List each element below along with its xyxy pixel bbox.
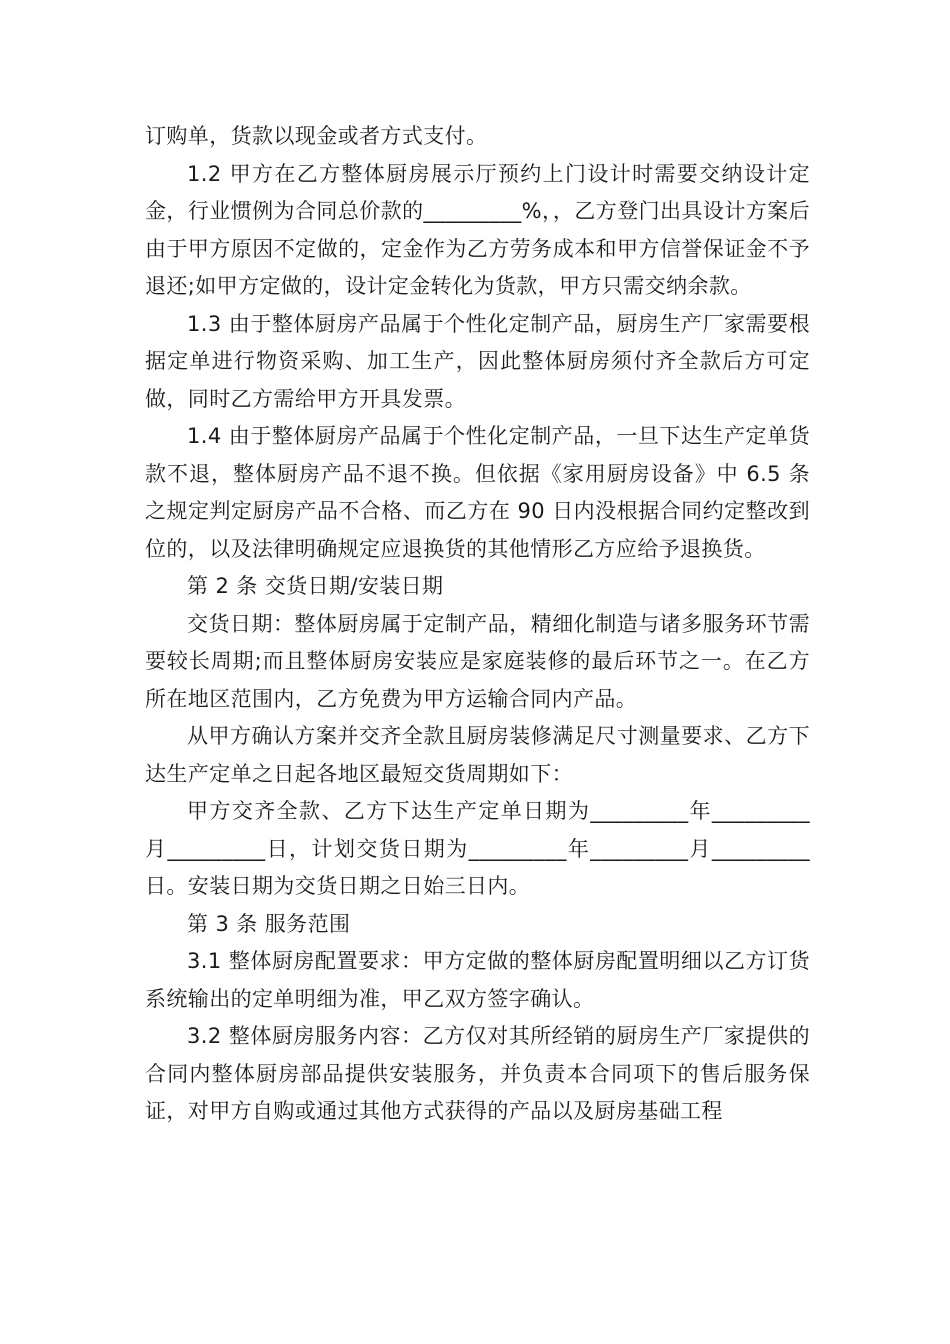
- section-heading-article-2: 第 2 条 交货日期/安装日期: [187, 574, 444, 598]
- document-body: [145, 118, 810, 1131]
- paragraph-delivery-date: 交货日期：整体厨房属于定制产品，精细化制造与诸多服务环节需要较长周期;而且整体厨房安装应是家庭装修的最后环节之一。在乙方所在地区范围内，乙方免费为甲方运输合同内产品。: [145, 611, 810, 711]
- paragraph-3-1-configuration: 3.1 整体厨房配置要求：甲方定做的整体厨房配置明细以乙方订货系统输出的定单明细为准，甲乙双方签字确认。: [145, 949, 810, 1011]
- paragraph-delivery-cycle: 从甲方确认方案并交齐全款且厨房装修满足尺寸测量要求、乙方下达生产定单之日起各地区最短交货周期如下：: [145, 724, 810, 786]
- paragraph-1-2-design-deposit: 1.2 甲方在乙方整体厨房展示厅预约上门设计时需要交纳设计定金，行业惯例为合同总价款的_________%，，乙方登门出具设计方案后由于甲方原因不定做的，定金作为乙方劳务成本和甲方信誉保证金不予退还;如甲方定做的，设计定金转化为货款，甲方只需交纳余款。: [145, 161, 810, 298]
- paragraph-delivery-schedule: 甲方交齐全款、乙方下达生产定单日期为_________年_________月_________日，计划交货日期为_________年_________月_________日。安装日期为交货日期之日始三日内。: [145, 799, 810, 898]
- paragraph-order-payment: 订购单，货款以现金或者方式支付。: [145, 124, 488, 148]
- paragraph-3-2-service-content: 3.2 整体厨房服务内容：乙方仅对其所经销的厨房生产厂家提供的合同内整体厨房部品提供安装服务，并负责本合同项下的售后服务保证，对甲方自购或通过其他方式获得的产品以及厨房基础工程: [145, 1024, 810, 1123]
- paragraph-1-3-full-payment: 1.3 由于整体厨房产品属于个性化定制产品，厨房生产厂家需要根据定单进行物资采购、加工生产，因此整体厨房须付齐全款后方可定做，同时乙方需给甲方开具发票。: [145, 311, 810, 411]
- section-heading-article-3: 第 3 条 服务范围: [187, 911, 351, 936]
- paragraph-1-4-no-return: 1.4 由于整体厨房产品属于个性化定制产品，一旦下达生产定单货款不退，整体厨房产品不退不换。但依据《家用厨房设备》中 6.5 条之规定判定厨房产品不合格、而乙方在 90 日内没根据合同约定整改到位的，以及法律明确规定应退换货的其他情形乙方应给予退换货。: [145, 424, 810, 561]
